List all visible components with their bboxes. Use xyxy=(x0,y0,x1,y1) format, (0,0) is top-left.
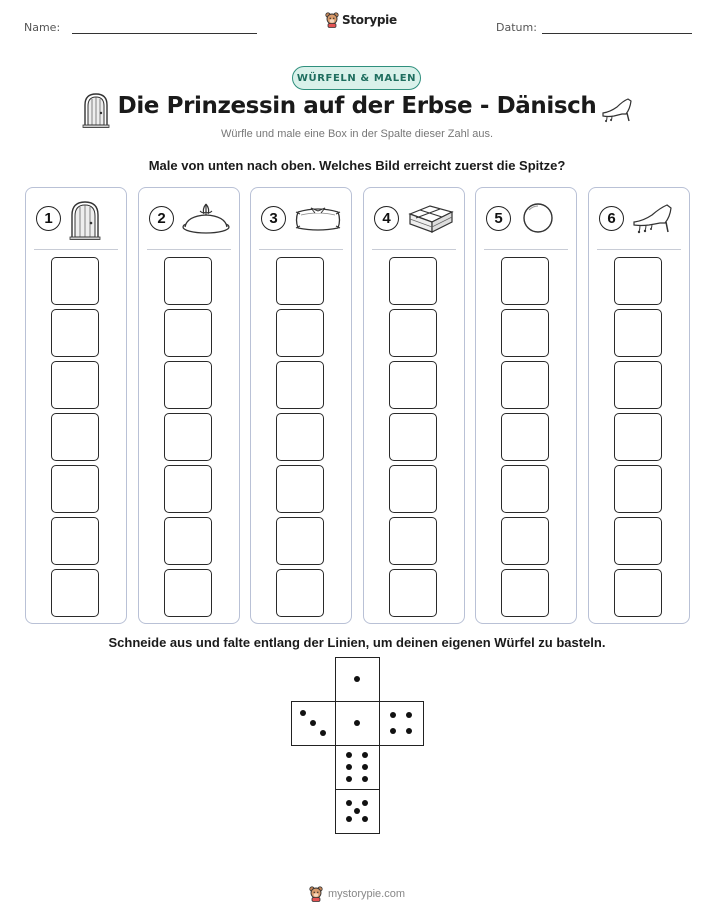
dice-column-6 xyxy=(588,187,690,624)
column-number: 4 xyxy=(374,206,399,231)
instruction-text: Male von unten nach oben. Welches Bild erreicht zuerst die Spitze? xyxy=(148,158,566,173)
color-box[interactable] xyxy=(501,569,549,617)
column-divider xyxy=(484,249,568,250)
crown-icon xyxy=(181,200,231,241)
die-face-6 xyxy=(335,745,380,790)
die-pip xyxy=(354,676,360,682)
page-title: Die Prinzessin auf der Erbse - Dänisch xyxy=(117,93,597,119)
dice-column-3 xyxy=(250,187,352,624)
column-number: 6 xyxy=(599,206,624,231)
color-box[interactable] xyxy=(51,465,99,513)
column-header xyxy=(251,200,351,240)
column-header xyxy=(26,200,126,240)
die-face-1 xyxy=(335,657,380,702)
color-box[interactable] xyxy=(51,517,99,565)
color-box[interactable] xyxy=(164,361,212,409)
color-box[interactable] xyxy=(276,413,324,461)
color-box[interactable] xyxy=(501,309,549,357)
column-divider xyxy=(597,249,681,250)
door-icon xyxy=(68,200,102,245)
color-box[interactable] xyxy=(614,569,662,617)
die-pip xyxy=(362,776,368,782)
die-pip xyxy=(346,764,352,770)
dice-column-5 xyxy=(475,187,577,624)
color-box[interactable] xyxy=(389,361,437,409)
date-label: Datum: xyxy=(496,21,537,34)
bear-icon xyxy=(325,12,339,28)
die-pip xyxy=(346,816,352,822)
color-box[interactable] xyxy=(389,413,437,461)
color-box[interactable] xyxy=(276,465,324,513)
color-box[interactable] xyxy=(51,361,99,409)
color-box[interactable] xyxy=(389,569,437,617)
column-number: 2 xyxy=(149,206,174,231)
glass-slipper-icon xyxy=(600,95,634,123)
activity-badge: WÜRFELN & MALEN xyxy=(292,66,421,90)
color-box[interactable] xyxy=(614,257,662,305)
dice-column-2 xyxy=(138,187,240,624)
column-number: 5 xyxy=(486,206,511,231)
footer xyxy=(0,886,714,902)
color-box[interactable] xyxy=(389,257,437,305)
bear-icon xyxy=(309,886,323,902)
die-pip xyxy=(362,764,368,770)
date-line xyxy=(542,33,692,34)
color-box[interactable] xyxy=(389,309,437,357)
die-pip xyxy=(390,712,396,718)
column-divider xyxy=(34,249,118,250)
color-box[interactable] xyxy=(164,309,212,357)
color-box[interactable] xyxy=(164,569,212,617)
pillow-icon xyxy=(293,200,343,241)
column-number: 1 xyxy=(36,206,61,231)
brand-name: Storypie xyxy=(342,13,397,27)
column-divider xyxy=(372,249,456,250)
color-box[interactable] xyxy=(614,517,662,565)
die-pip xyxy=(320,730,326,736)
die-pip xyxy=(346,800,352,806)
column-divider xyxy=(259,249,343,250)
color-box[interactable] xyxy=(164,465,212,513)
color-box[interactable] xyxy=(164,517,212,565)
die-pip xyxy=(390,728,396,734)
pea-icon xyxy=(518,200,558,241)
column-divider xyxy=(147,249,231,250)
die-pip xyxy=(354,720,360,726)
color-box[interactable] xyxy=(501,361,549,409)
color-box[interactable] xyxy=(614,309,662,357)
color-box[interactable] xyxy=(276,309,324,357)
color-box[interactable] xyxy=(389,465,437,513)
color-box[interactable] xyxy=(614,361,662,409)
die-pip xyxy=(406,712,412,718)
cut-instruction: Schneide aus und falte entlang der Linien, um deinen eigenen Würfel zu basteln. xyxy=(108,635,606,650)
footer-url: mystorypie.com xyxy=(327,888,406,900)
die-pip xyxy=(362,800,368,806)
color-box[interactable] xyxy=(164,257,212,305)
die-pip xyxy=(310,720,316,726)
column-header xyxy=(364,200,464,240)
color-box[interactable] xyxy=(276,569,324,617)
color-box[interactable] xyxy=(51,569,99,617)
name-line xyxy=(72,33,257,34)
die-pip xyxy=(406,728,412,734)
color-box[interactable] xyxy=(501,465,549,513)
die-face-3 xyxy=(291,701,336,746)
dice-column-4 xyxy=(363,187,465,624)
column-header xyxy=(476,200,576,240)
color-box[interactable] xyxy=(51,309,99,357)
die-pip xyxy=(346,776,352,782)
color-box[interactable] xyxy=(276,517,324,565)
column-header xyxy=(589,200,689,240)
color-box[interactable] xyxy=(51,257,99,305)
color-box[interactable] xyxy=(389,517,437,565)
color-box[interactable] xyxy=(614,413,662,461)
dice-column-1 xyxy=(25,187,127,624)
die-pip xyxy=(362,752,368,758)
color-box[interactable] xyxy=(276,361,324,409)
column-number: 3 xyxy=(261,206,286,231)
die-pip xyxy=(346,752,352,758)
die-face-4 xyxy=(379,701,424,746)
die-pip xyxy=(362,816,368,822)
die-pip xyxy=(300,710,306,716)
color-box[interactable] xyxy=(51,413,99,461)
brand-logo xyxy=(325,12,397,28)
die-face-1 xyxy=(335,701,380,746)
color-box[interactable] xyxy=(501,413,549,461)
color-box[interactable] xyxy=(614,465,662,513)
color-box[interactable] xyxy=(276,257,324,305)
die-face-5 xyxy=(335,789,380,834)
mattress-icon xyxy=(406,200,456,241)
slipper-icon xyxy=(631,200,675,241)
page-subtitle: Würfle und male eine Box in der Spalte dieser Zahl aus. xyxy=(220,128,494,140)
name-label: Name: xyxy=(24,21,61,34)
color-box[interactable] xyxy=(501,257,549,305)
color-box[interactable] xyxy=(164,413,212,461)
column-header xyxy=(139,200,239,240)
color-box[interactable] xyxy=(501,517,549,565)
die-pip xyxy=(354,808,360,814)
